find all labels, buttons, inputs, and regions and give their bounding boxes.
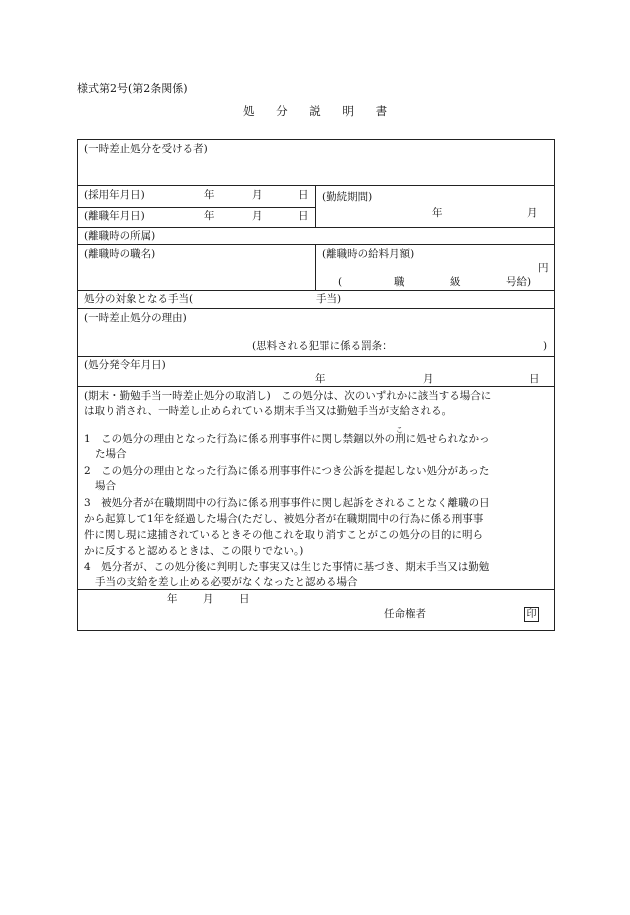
title-char: 書	[375, 104, 388, 118]
retire-day: 日	[298, 210, 309, 222]
title-char: 明	[342, 104, 354, 118]
title-char: 処	[242, 104, 255, 118]
retire-date-label: (離職年月日)	[84, 210, 145, 222]
salary-label: (離職時の給料月額)	[322, 248, 415, 260]
salary-step: 号給)	[506, 276, 532, 288]
salary-paren: (	[338, 276, 343, 288]
service-years: 年	[432, 207, 443, 219]
salary-grade: 職	[394, 276, 405, 288]
allowance-suffix: 手当)	[316, 293, 342, 305]
footer-day: 日	[239, 593, 250, 605]
condition-2-cont: 場合	[95, 480, 116, 492]
issue-date-label: (処分発令年月日)	[84, 359, 166, 371]
issue-year: 年	[315, 373, 326, 385]
reason-row	[78, 309, 554, 357]
seal-mark: 印	[524, 607, 539, 622]
service-period-label: (勤続期間)	[322, 191, 373, 203]
penalty-close: )	[543, 340, 548, 352]
hire-day: 日	[298, 189, 309, 201]
issue-month: 月	[423, 373, 434, 385]
document-title	[0, 104, 630, 119]
condition-1-cont: た場合	[95, 448, 127, 460]
penalty-label: (思料される犯罪に係る罰条：	[252, 340, 393, 352]
reason-label: (一時差止処分の理由)	[84, 312, 187, 324]
condition-3: 3 被処分者が在職期間中の行為に係る刑事事件に関し起訴をされることなく離職の日	[84, 497, 490, 509]
form-reference: 様式第2号(第2条関係)	[77, 82, 188, 95]
service-months: 月	[527, 207, 538, 219]
position-salary-row	[78, 245, 554, 291]
cancellation-line: (期末・勤勉手当一時差止処分の取消し) この処分は、次のいずれかに該当する場合に	[84, 390, 492, 402]
retire-month: 月	[252, 210, 263, 222]
salary-class: 級	[450, 276, 461, 288]
department-label: (離職時の所属)	[84, 230, 156, 242]
salary-cell	[316, 245, 554, 290]
signature-row	[78, 590, 554, 632]
dates-cell	[78, 186, 316, 227]
department-row	[78, 228, 554, 245]
hire-year: 年	[204, 189, 215, 201]
condition-4-cont: 手当の支給を差し止める必要がなくなったと認める場合	[95, 576, 358, 588]
recipient-label: (一時差止処分を受ける者)	[84, 143, 208, 155]
footer-month: 月	[203, 593, 214, 605]
footer-year: 年	[167, 593, 178, 605]
disposition-form	[77, 139, 555, 631]
condition-3-cont: から起算して1年を経過した場合(ただし、被処分者が在職期間中の行為に係る刑事事	[84, 513, 484, 525]
hire-date-label: (採用年月日)	[84, 189, 145, 201]
condition-2: 2 この処分の理由となった行為に係る刑事事件につき公訴を提起しない処分があった	[84, 465, 490, 477]
recipient-row	[78, 140, 554, 186]
position-label: (離職時の職名)	[84, 248, 156, 260]
issue-date-row	[78, 357, 554, 387]
cancellation-row	[78, 387, 554, 590]
hire-date-line	[78, 186, 315, 208]
retire-year: 年	[204, 210, 215, 222]
position-cell	[78, 245, 316, 290]
condition-3-cont: かに反すると認めるときは、この限りでない。)	[84, 545, 304, 557]
condition-1: 1 この処分の理由となった行為に係る刑事事件に関し禁錮以外の刑に処せられなかっ	[84, 433, 490, 445]
salary-yen: 円	[538, 262, 549, 274]
condition-3-cont: 件に関し現に逮捕されているときその他これを取り消すことがこの処分の目的に明ら	[84, 529, 483, 541]
allowance-row	[78, 291, 554, 309]
condition-4: 4 処分者が、この処分後に判明した事実又は生じた事情に基づき、期末手当又は勤勉	[84, 561, 490, 573]
allowance-label: 処分の対象となる手当(	[84, 293, 194, 305]
hire-month: 月	[252, 189, 263, 201]
retire-date-line	[78, 207, 315, 228]
appointing-authority-label: 任命権者	[384, 608, 426, 620]
ruby-annotation: こ	[396, 426, 403, 434]
title-char: 分	[276, 104, 288, 118]
issue-day: 日	[529, 373, 540, 385]
cancellation-line: は取り消され、一時差し止められている期末手当又は勤勉手当が支給される。	[84, 405, 453, 417]
service-period-cell	[316, 186, 554, 227]
dates-row	[78, 186, 554, 228]
title-char: 説	[309, 104, 321, 118]
